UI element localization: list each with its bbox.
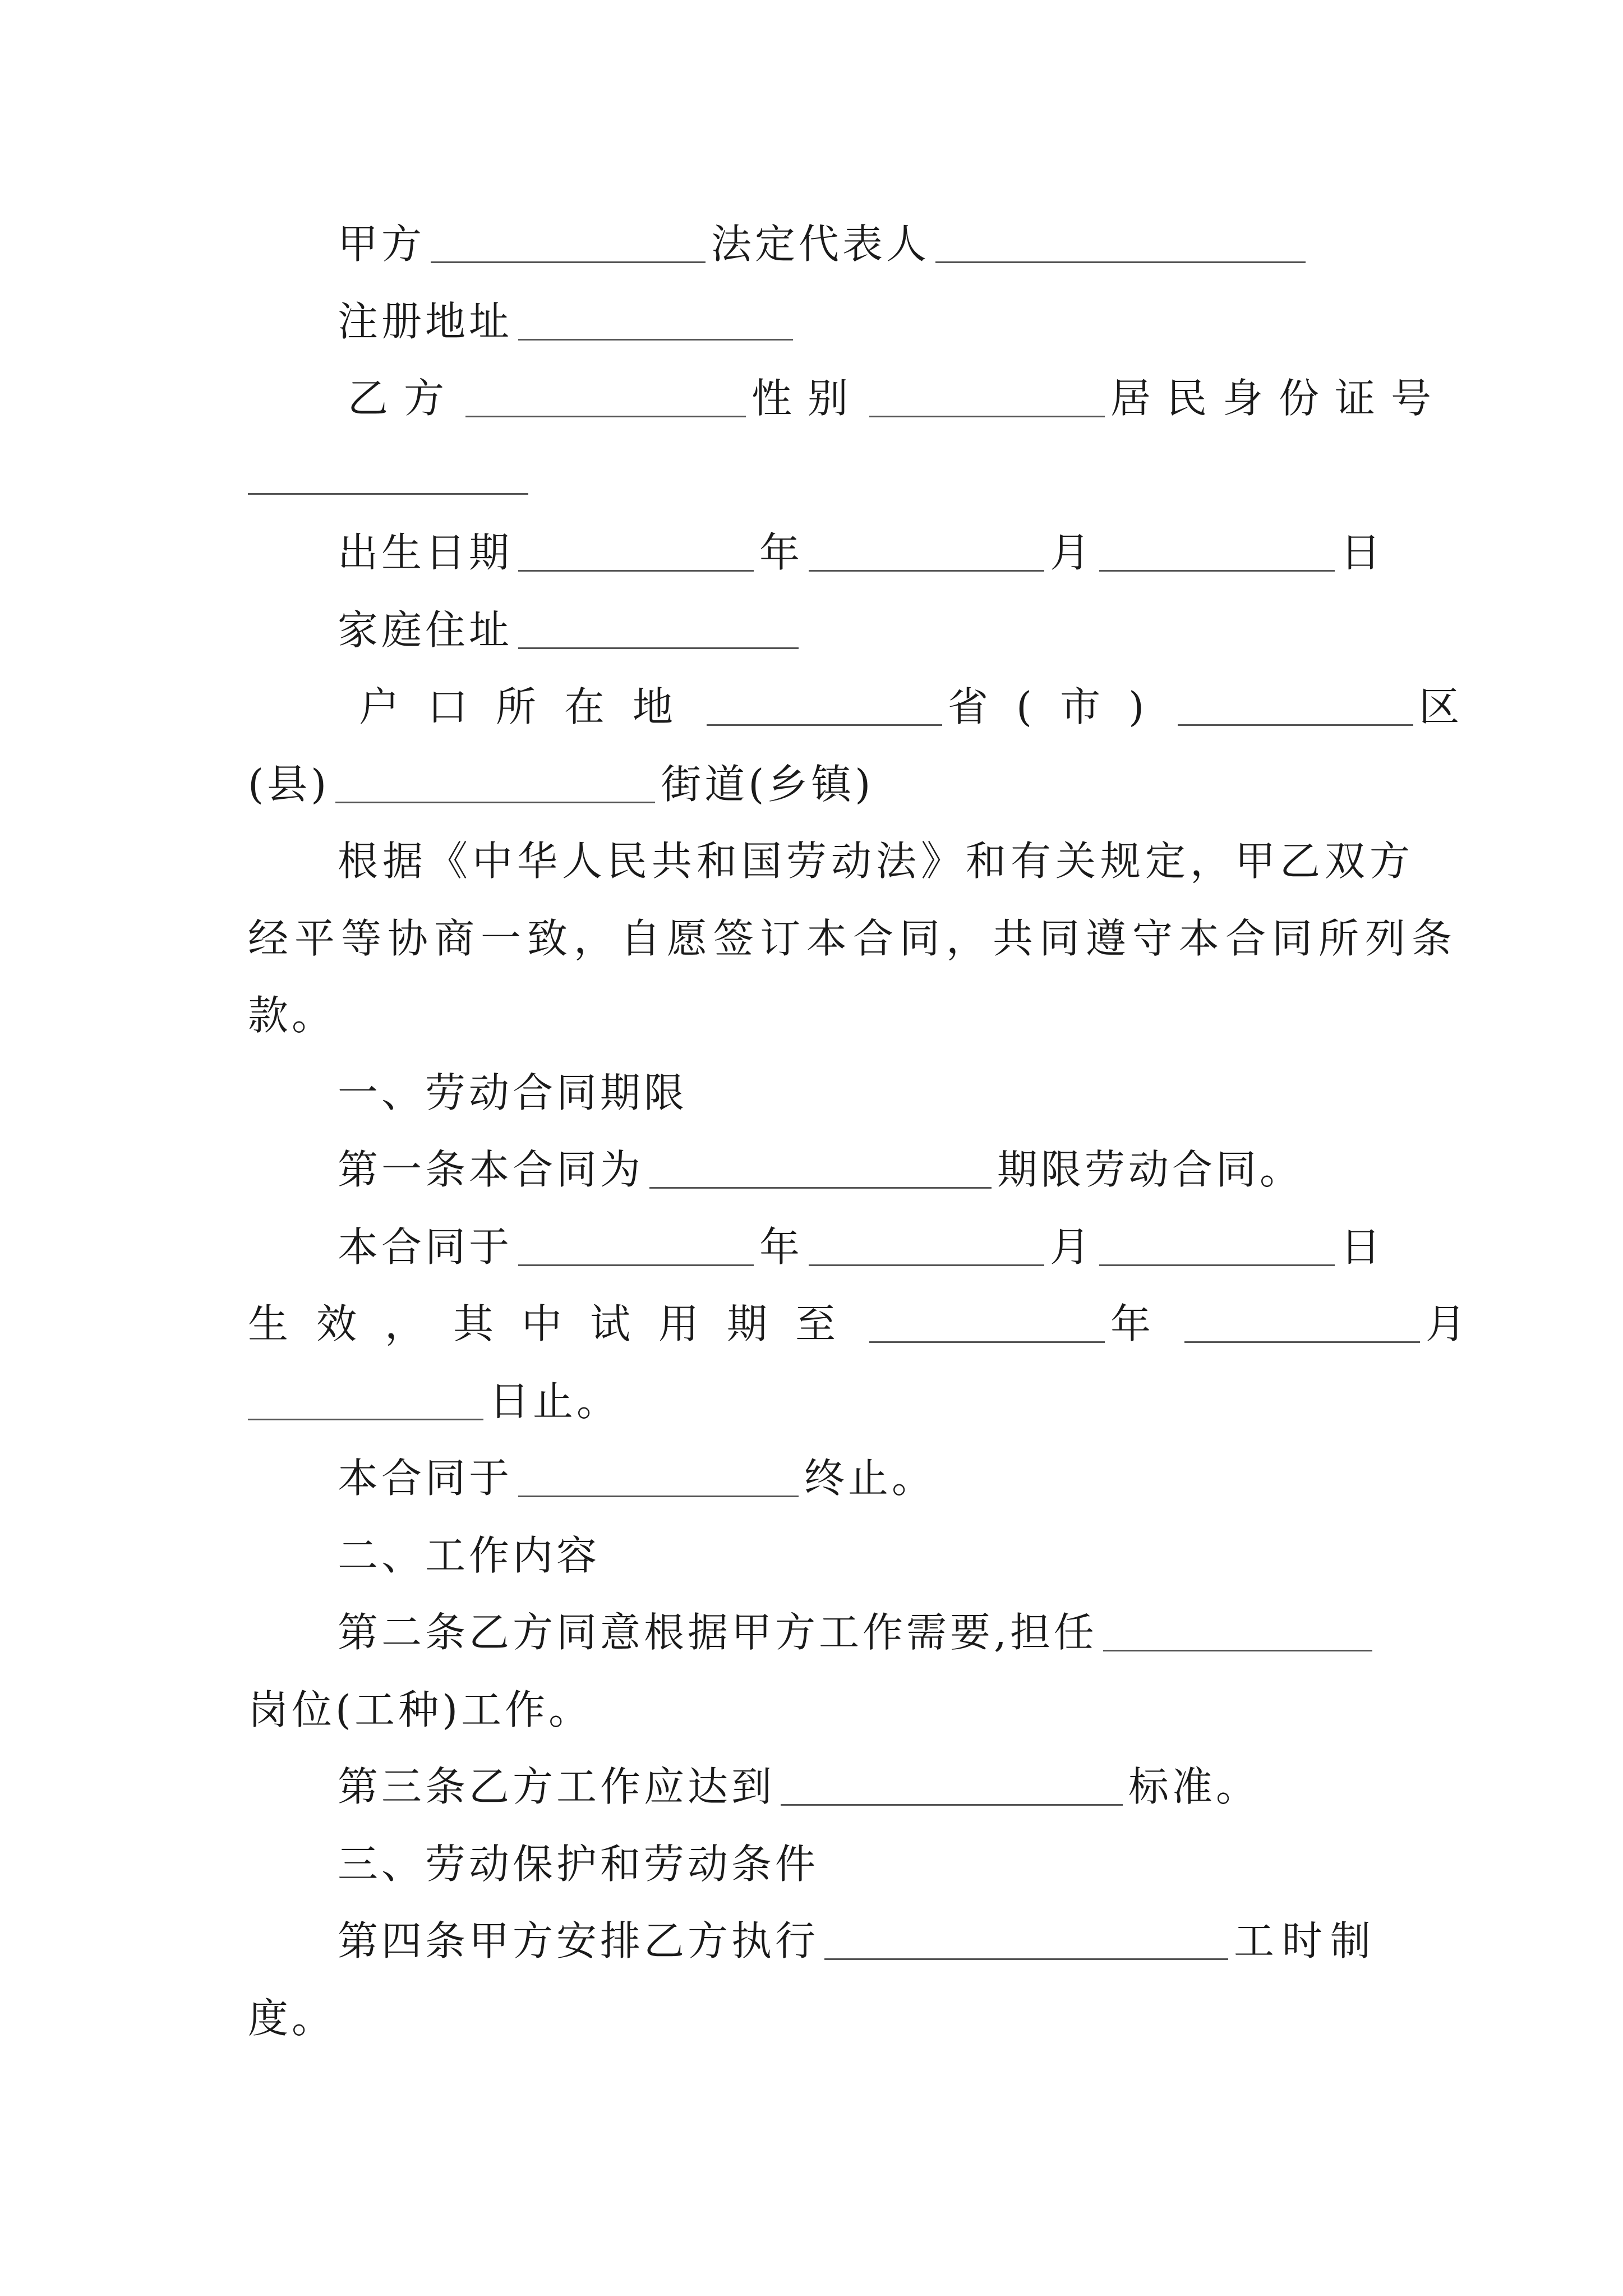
- birth-date-label: 出生日期: [338, 529, 513, 576]
- birth-day-label: 日: [1340, 529, 1385, 576]
- article3-suffix: 标准。: [1128, 1763, 1260, 1810]
- county-blank[interactable]: [335, 802, 655, 803]
- effective-prefix: 本合同于: [338, 1223, 513, 1271]
- preamble-text-3: 款。: [248, 992, 336, 1039]
- probation-line: [248, 1290, 1495, 1358]
- county-label: (县): [248, 761, 330, 808]
- county-line: [248, 751, 1375, 818]
- home-address-label: 家庭住址: [338, 606, 513, 654]
- effective-year-blank[interactable]: [518, 1264, 754, 1266]
- probation-month-label: 月: [1426, 1300, 1495, 1347]
- probation-prefix: 生效，其中试用期至: [248, 1300, 864, 1347]
- province-blank[interactable]: [707, 724, 942, 726]
- gender-blank[interactable]: [869, 416, 1105, 417]
- birth-year-blank[interactable]: [518, 570, 754, 572]
- hukou-line: [359, 673, 1488, 740]
- home-address-blank[interactable]: [518, 647, 799, 649]
- id-number-blank[interactable]: [248, 493, 528, 495]
- article1-suffix: 期限劳动合同。: [997, 1146, 1304, 1193]
- article4-suffix-2: 度。: [248, 1995, 336, 2042]
- birth-month-label: 月: [1050, 529, 1094, 576]
- preamble-line-3: [248, 982, 1375, 1049]
- article2-prefix: 第二条乙方同意根据甲方工作需要,担任: [338, 1609, 1098, 1656]
- street-town-label: 街道(乡镇): [661, 761, 874, 808]
- section3-heading-line: [338, 1830, 1375, 1898]
- article2-suffix: 岗位(工种)工作。: [248, 1686, 593, 1733]
- probation-end-line: [248, 1368, 1375, 1435]
- article4-line: [338, 1907, 1379, 1975]
- birth-year-label: 年: [759, 529, 804, 576]
- id-number-label: 居民身份证号: [1110, 375, 1447, 422]
- preamble-text-1: 根据《中华人民共和国劳动法》和有关规定，甲乙双方: [338, 838, 1415, 885]
- article1-prefix: 第一条本合同为: [338, 1146, 644, 1193]
- article3-line: [338, 1753, 1375, 1820]
- article1-line: [338, 1136, 1375, 1203]
- termination-line: [338, 1444, 1375, 1512]
- reg-address-blank[interactable]: [518, 339, 793, 341]
- party-b-label: 乙方: [348, 375, 460, 422]
- district-label: 区: [1419, 683, 1488, 730]
- reg-address-line: [338, 288, 1375, 355]
- probation-end-suffix: 日止。: [489, 1378, 621, 1425]
- section1-heading-line: [338, 1059, 1375, 1126]
- party-a-label: 甲方: [338, 220, 426, 268]
- effective-month-blank[interactable]: [809, 1264, 1044, 1266]
- article4-prefix: 第四条甲方安排乙方执行: [338, 1917, 819, 1964]
- preamble-line-1: [338, 827, 1415, 895]
- party-b-blank[interactable]: [465, 416, 746, 417]
- legal-rep-label: 法定代表人: [711, 220, 930, 268]
- preamble-text-2: 经平等协商一致，自愿签订本合同，共同遵守本合同所列条: [248, 915, 1459, 962]
- working-hours-blank[interactable]: [824, 1958, 1228, 1960]
- termination-suffix: 终止。: [804, 1455, 936, 1502]
- preamble-line-2: [248, 905, 1459, 972]
- birth-date-line: [338, 519, 1385, 586]
- termination-date-blank[interactable]: [518, 1496, 799, 1497]
- work-standard-blank[interactable]: [781, 1804, 1123, 1806]
- section1-heading: 一、劳动合同期限: [338, 1069, 688, 1116]
- termination-prefix: 本合同于: [338, 1455, 513, 1502]
- probation-day-blank[interactable]: [248, 1419, 483, 1420]
- party-a-line: [338, 210, 1375, 278]
- gender-label: 性别: [751, 375, 864, 422]
- article3-prefix: 第三条乙方工作应达到: [338, 1763, 776, 1810]
- probation-month-blank[interactable]: [1184, 1341, 1420, 1343]
- section3-heading: 三、劳动保护和劳动条件: [338, 1841, 819, 1888]
- probation-year-label: 年: [1110, 1300, 1179, 1347]
- effective-date-line: [338, 1213, 1385, 1281]
- reg-address-label: 注册地址: [338, 298, 513, 345]
- hukou-label: 户口所在地: [359, 683, 702, 730]
- id-number-line: [248, 442, 1375, 509]
- article4-cont-line: [248, 1985, 1375, 2052]
- article2-line: [338, 1599, 1375, 1666]
- probation-year-blank[interactable]: [869, 1341, 1105, 1343]
- birth-month-blank[interactable]: [809, 570, 1044, 572]
- birth-day-blank[interactable]: [1099, 570, 1335, 572]
- article4-suffix-1: 工时制: [1234, 1917, 1379, 1964]
- position-blank[interactable]: [1103, 1650, 1372, 1651]
- effective-day-label: 日: [1340, 1223, 1385, 1271]
- party-b-line: [348, 365, 1447, 432]
- legal-rep-blank[interactable]: [935, 261, 1306, 263]
- effective-year-label: 年: [759, 1223, 804, 1271]
- province-label: 省(市): [948, 683, 1173, 730]
- district-blank[interactable]: [1178, 724, 1413, 726]
- party-a-blank[interactable]: [431, 261, 706, 263]
- effective-day-blank[interactable]: [1099, 1264, 1335, 1266]
- article2-cont-line: [248, 1676, 1375, 1743]
- section2-heading-line: [338, 1522, 1375, 1589]
- contract-term-type-blank[interactable]: [649, 1187, 992, 1189]
- section2-heading: 二、工作内容: [338, 1532, 601, 1579]
- effective-month-label: 月: [1050, 1223, 1094, 1271]
- home-address-line: [338, 596, 1375, 664]
